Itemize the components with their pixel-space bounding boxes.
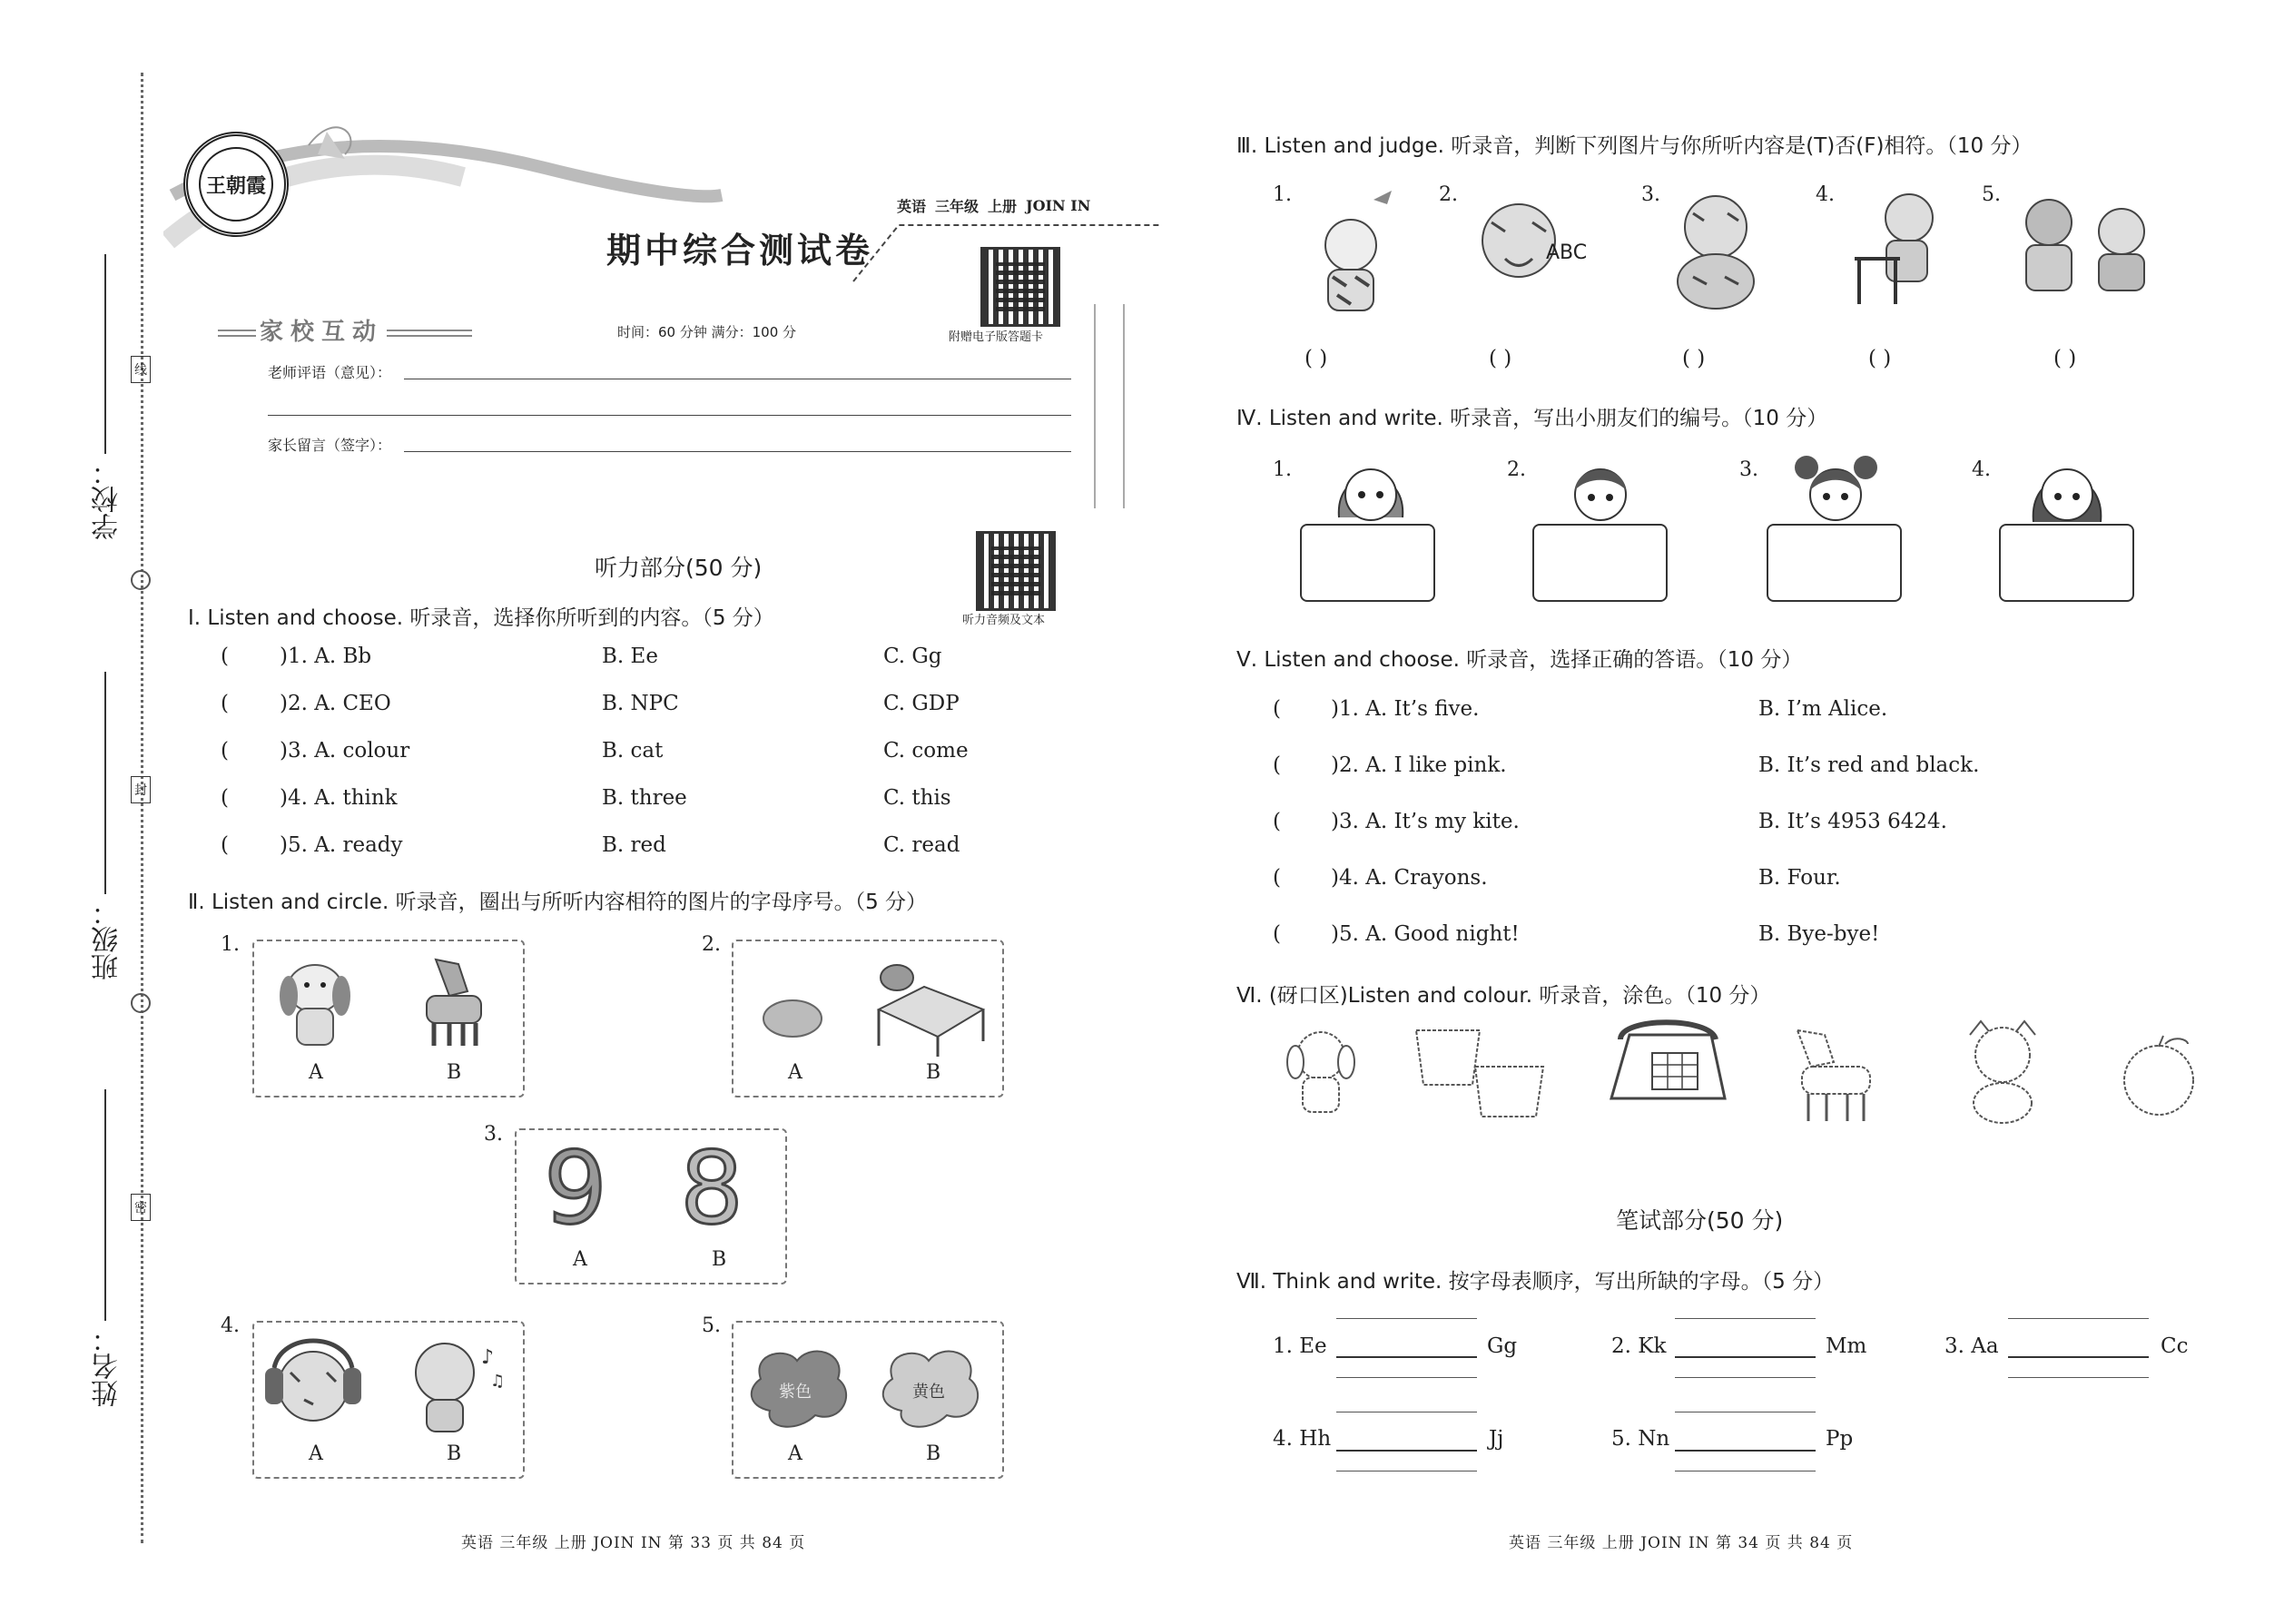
teacher-comment-label: 老师评语（意见）： <box>268 364 392 381</box>
question-number: 1. <box>1273 183 1292 206</box>
letter-right: Pp <box>1826 1427 1854 1451</box>
answer-paren[interactable]: ( <box>221 786 229 810</box>
yellow-label: 黄色 <box>912 1383 945 1402</box>
kid-girl-buns-icon <box>1793 449 1879 527</box>
answer-paren[interactable]: ( ) <box>2053 347 2077 370</box>
question-number: 3. <box>1739 458 1758 481</box>
option-b: B. Bye-bye! <box>1758 922 1880 946</box>
horse-outline-icon[interactable] <box>1779 1017 1888 1126</box>
apple-outline-icon[interactable] <box>2115 1030 2206 1121</box>
pic-label-a: A <box>788 1442 802 1465</box>
guide-line <box>1675 1377 1816 1378</box>
pic-label-a: A <box>573 1248 587 1271</box>
answer-paren[interactable]: ( <box>1273 697 1281 721</box>
answer-paren[interactable]: ( ) <box>1305 347 1328 370</box>
question-number: 2. <box>1507 458 1526 481</box>
seal-char-secret: 密 <box>131 1194 151 1221</box>
girl-and-tiger-icon[interactable] <box>2008 191 2162 300</box>
home-school-banner <box>218 313 472 349</box>
svg-text:♪: ♪ <box>481 1346 495 1369</box>
answer-paren[interactable]: ( <box>1273 810 1281 833</box>
picture-box-q4 <box>252 1321 525 1479</box>
letter-right: Cc <box>2161 1334 2189 1358</box>
parent-comment-label: 家长留言（签字）： <box>268 437 392 454</box>
answer-line[interactable] <box>1675 1450 1816 1452</box>
option-a: )3. A. colour <box>280 739 410 763</box>
list-item <box>221 645 1038 692</box>
answer-board[interactable] <box>1532 524 1668 602</box>
answer-line[interactable] <box>1675 1356 1816 1358</box>
number-eight-icon[interactable]: 8 <box>680 1130 743 1246</box>
option-c: C. GDP <box>883 692 960 715</box>
option-a: )5. A. ready <box>280 833 403 857</box>
purple-label: 紫色 <box>779 1383 812 1402</box>
binding-dotted-line <box>141 73 143 1543</box>
picture-box-q1 <box>252 940 525 1097</box>
seal-char-line: 线 <box>131 356 151 383</box>
qr-caption-audio: 听力音频及文本 <box>962 614 1046 627</box>
section-1-title: Ⅰ. Listen and choose. 听录音，选择你所听到的内容。（5 分） <box>188 606 774 630</box>
answer-line[interactable] <box>2008 1356 2149 1358</box>
tag-term: 上册 <box>988 198 1018 215</box>
option-a: )2. A. I like pink. <box>1331 753 1507 777</box>
page-footer-right: 英语 三年级 上册 JOIN IN 第 34 页 共 84 页 <box>1509 1534 1854 1552</box>
guide-line <box>1675 1318 1816 1319</box>
list-item <box>1273 866 2226 922</box>
abc-text: ABC <box>1546 241 1588 264</box>
question-number: 5. <box>702 1314 721 1337</box>
question-number: 4. <box>1816 183 1835 206</box>
kid-boy-icon <box>1560 454 1641 527</box>
pic-label-b: B <box>447 1061 462 1084</box>
pic-label-b: B <box>447 1442 462 1465</box>
kid-girl-1-icon <box>1330 454 1412 527</box>
list-item <box>1273 810 2226 866</box>
subject-tag <box>897 195 1090 216</box>
option-a: )2. A. CEO <box>280 692 391 715</box>
seal-logo-icon <box>183 132 289 237</box>
bed-icon[interactable] <box>870 955 988 1059</box>
picture-box-q5 <box>732 1321 1004 1479</box>
qr-caption-answer-card: 附赠电子版答题卡 <box>949 330 1044 344</box>
tiger-headphones-icon[interactable] <box>263 1336 363 1436</box>
time-score: 时间：60 分钟 满分：100 分 <box>617 324 797 340</box>
answer-board[interactable] <box>1999 524 2134 602</box>
list-item <box>221 786 1038 833</box>
school-label: 学校： <box>92 458 123 540</box>
tag-grade: 三年级 <box>935 198 980 215</box>
option-a: )5. A. Good night! <box>1331 922 1520 946</box>
section-4-title: Ⅳ. Listen and write. 听录音，写出小朋友们的编号。（10 分） <box>1236 407 1828 430</box>
parent-comment-line[interactable] <box>404 451 1071 452</box>
guide-line <box>2008 1377 2149 1378</box>
option-a: )1. A. It’s five. <box>1331 697 1480 721</box>
letter-left: 4. Hh <box>1273 1427 1332 1451</box>
pic-label-a: A <box>309 1061 323 1084</box>
egg-icon[interactable] <box>761 996 824 1041</box>
answer-paren[interactable]: ( <box>221 645 229 668</box>
question-number: 4. <box>1972 458 1991 481</box>
answer-board[interactable] <box>1300 524 1435 602</box>
listening-part-title: 听力部分(50 分) <box>595 555 763 581</box>
pic-label-a: A <box>309 1442 323 1465</box>
option-a: )4. A. Crayons. <box>1331 866 1488 890</box>
svg-text:♫: ♫ <box>490 1372 506 1391</box>
answer-line[interactable] <box>1336 1356 1477 1358</box>
page-footer-left: 英语 三年级 上册 JOIN IN 第 33 页 共 84 页 <box>461 1534 806 1552</box>
section-6-title: Ⅵ. (砑口区)Listen and colour. 听录音，涂色。（10 分） <box>1236 984 1771 1008</box>
page-title: 期中综合测试卷 <box>606 230 874 271</box>
pic-label-a: A <box>788 1061 802 1084</box>
section-2-title: Ⅱ. Listen and circle. 听录音，圈出与所听内容相符的图片的字母序号。（5 分） <box>188 891 928 914</box>
writing-part-title: 笔试部分(50 分) <box>1616 1207 1784 1234</box>
qr-code-answer-card[interactable] <box>980 247 1060 327</box>
section-3-title: Ⅲ. Listen and judge. 听录音，判断下列图片与你所听内容是(T)否(F)相符。（10 分） <box>1236 134 2033 158</box>
cat-outline-icon[interactable] <box>1950 1017 2059 1126</box>
letter-left: 2. Kk <box>1611 1334 1667 1358</box>
question-number: 1. <box>1273 458 1292 481</box>
pic-label-b: B <box>712 1248 727 1271</box>
class-input-line[interactable] <box>104 672 106 894</box>
school-input-line[interactable] <box>104 254 106 454</box>
letter-right: Gg <box>1487 1334 1518 1358</box>
qr-code-audio[interactable] <box>976 531 1056 611</box>
option-b: B. Four. <box>1758 866 1841 890</box>
tag-edition: JOIN IN <box>1026 197 1091 214</box>
list-item <box>1273 922 2226 979</box>
tiger-singing-icon[interactable] <box>399 1332 508 1436</box>
name-label: 姓名： <box>92 1325 123 1407</box>
option-b: B. three <box>602 786 687 810</box>
picture-box-q2 <box>732 940 1004 1097</box>
section-7-title: Ⅶ. Think and write. 按字母表顺序，写出所缺的字母。（5 分） <box>1236 1270 1835 1294</box>
tiger-on-chair-icon[interactable] <box>1841 186 1950 309</box>
pic-label-b: B <box>926 1061 941 1084</box>
option-a: )3. A. It’s my kite. <box>1331 810 1520 833</box>
question-number: 4. <box>221 1314 240 1337</box>
answer-line[interactable] <box>1336 1450 1477 1452</box>
picture-box-q3 <box>515 1128 787 1284</box>
answer-paren[interactable]: ( <box>221 692 229 715</box>
option-b: B. NPC <box>602 692 679 715</box>
option-c: C. this <box>883 786 951 810</box>
letter-left: 3. Aa <box>1944 1334 1999 1358</box>
home-school-label: 家校互动 <box>256 313 387 347</box>
option-b: B. It’s 4953 6424. <box>1758 810 1947 833</box>
binding-hole-icon <box>131 993 151 1013</box>
answer-paren[interactable]: ( <box>1273 753 1281 777</box>
tiger-eating-icon[interactable] <box>1666 186 1766 313</box>
section-5-title: Ⅴ. Listen and choose. 听录音，选择正确的答语。（10 分） <box>1236 648 1803 672</box>
section-5-list <box>1273 697 2226 979</box>
answer-paren[interactable]: ( <box>221 833 229 857</box>
guide-line <box>2008 1318 2149 1319</box>
option-b: B. I’m Alice. <box>1758 697 1888 721</box>
letter-left: 1. Ee <box>1273 1334 1327 1358</box>
option-a: )1. A. Bb <box>280 645 372 668</box>
binding-hole-icon <box>131 570 151 590</box>
list-item <box>1273 697 2226 753</box>
name-input-line[interactable] <box>104 1089 106 1321</box>
question-number: 5. <box>1982 183 2001 206</box>
answer-paren[interactable]: ( <box>1273 866 1281 890</box>
letter-right: Jj <box>1489 1427 1504 1451</box>
question-number: 3. <box>1641 183 1660 206</box>
section-1-list <box>221 645 1038 881</box>
class-label: 班级： <box>92 899 123 980</box>
list-item <box>1273 753 2226 810</box>
dog-icon[interactable] <box>274 952 356 1052</box>
option-b: B. It’s red and black. <box>1758 753 1980 777</box>
list-item <box>221 739 1038 786</box>
option-c: C. Gg <box>883 645 942 668</box>
tiger-abc-icon[interactable] <box>1469 186 1596 304</box>
option-b: B. cat <box>602 739 664 763</box>
cups-outline-icon[interactable] <box>1412 1021 1557 1121</box>
option-b: B. red <box>602 833 666 857</box>
logo-text: 王朝霞 <box>199 147 273 221</box>
answer-paren[interactable]: ( <box>1273 922 1281 946</box>
question-number: 2. <box>702 933 721 956</box>
tiger-with-bird-icon[interactable] <box>1296 186 1405 318</box>
option-c: C. read <box>883 833 960 857</box>
answer-paren[interactable]: ( ) <box>1682 347 1706 370</box>
telephone-outline-icon[interactable] <box>1602 1017 1729 1121</box>
list-item <box>221 833 1038 881</box>
list-item <box>221 692 1038 739</box>
teacher-comment-line-2[interactable] <box>268 415 1071 416</box>
number-nine-icon[interactable]: 9 <box>544 1130 607 1246</box>
guide-line <box>1336 1318 1477 1319</box>
option-a: )4. A. think <box>280 786 398 810</box>
answer-board[interactable] <box>1767 524 1902 602</box>
kid-girl-2-icon <box>2026 454 2108 527</box>
corner-bracket-decoration <box>1094 304 1125 508</box>
option-b: B. Ee <box>602 645 658 668</box>
answer-paren[interactable]: ( ) <box>1489 347 1512 370</box>
horse-icon[interactable] <box>409 950 499 1055</box>
dog-outline-icon[interactable] <box>1275 1021 1366 1121</box>
answer-paren[interactable]: ( ) <box>1868 347 1892 370</box>
option-c: C. come <box>883 739 969 763</box>
seal-char-seal: 封 <box>131 776 151 803</box>
guide-line <box>1336 1377 1477 1378</box>
tag-subject: 英语 <box>897 198 927 215</box>
answer-paren[interactable]: ( <box>221 739 229 763</box>
question-number: 3. <box>484 1123 503 1146</box>
letter-left: 5. Nn <box>1611 1427 1670 1451</box>
question-number: 2. <box>1439 183 1458 206</box>
question-number: 1. <box>221 933 240 956</box>
letter-right: Mm <box>1826 1334 1867 1358</box>
pic-label-b: B <box>926 1442 941 1465</box>
